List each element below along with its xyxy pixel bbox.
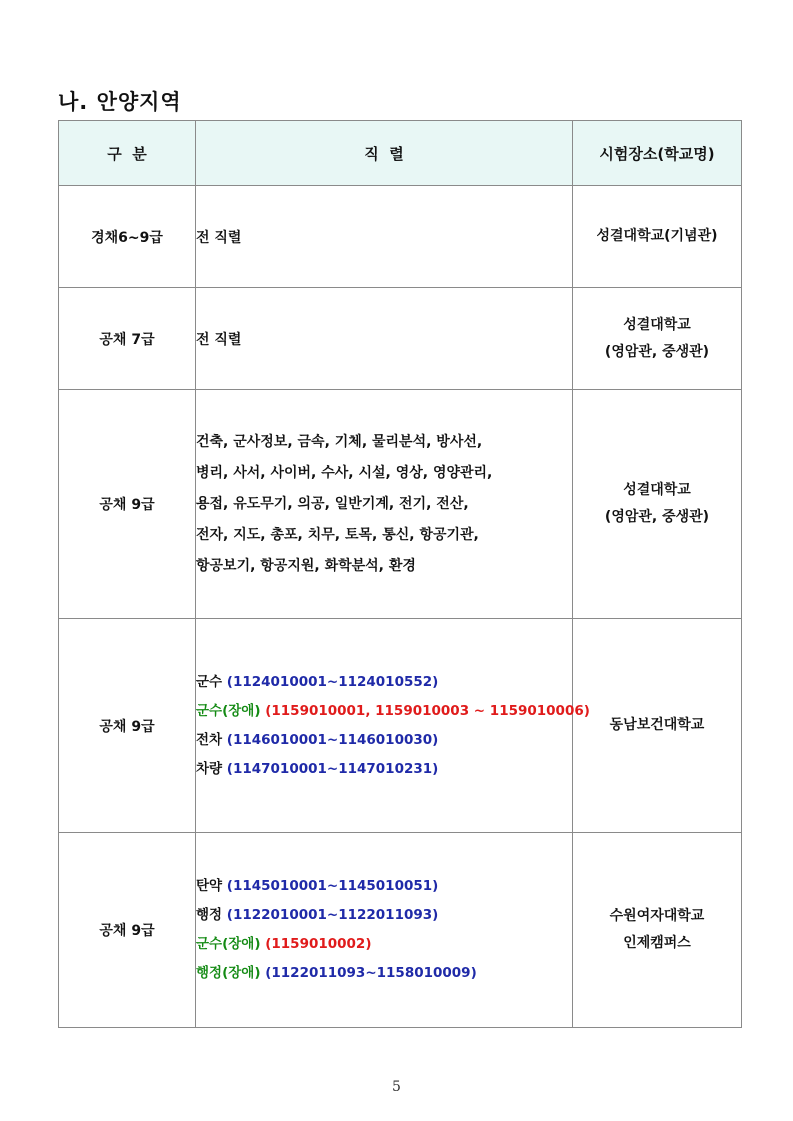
job-name: 행정(장애) <box>196 965 261 981</box>
job-entry <box>196 930 572 959</box>
category-cell: 경채6~9급 <box>59 186 196 288</box>
category-cell: 공채 9급 <box>59 833 196 1028</box>
job-cell <box>196 390 573 619</box>
location-cell <box>573 619 742 833</box>
exam-number-range: (1124010001~1124010552) <box>226 673 439 690</box>
location-line: (영암관, 중생관) <box>604 343 710 360</box>
section-title: 나. 안양지역 <box>58 90 182 114</box>
exam-number-range: (1159010002) <box>265 936 372 952</box>
job-name: 탄약 <box>196 878 223 894</box>
job-line: 항공보기, 항공지원, 화학분석, 환경 <box>196 557 416 574</box>
job-text: 전 직렬 <box>196 331 242 348</box>
job-entry <box>196 872 572 901</box>
location-line: 동남보건대학교 <box>609 717 705 733</box>
job-line: 전자, 지도, 총포, 치무, 토목, 통신, 항공기관, <box>196 526 479 543</box>
job-name: 전차 <box>196 731 223 748</box>
job-entry <box>196 726 572 755</box>
job-line: 용접, 유도무기, 의공, 일반기계, 전기, 전산, <box>196 495 469 512</box>
job-name: 차량 <box>196 760 223 777</box>
job-name: 군수(장애) <box>196 702 261 719</box>
header-job-series: 직 렬 <box>196 121 573 186</box>
table-row <box>59 619 742 833</box>
header-exam-location: 시험장소(학교명) <box>573 121 742 186</box>
location-line: 성결대학교 <box>623 482 691 498</box>
job-entry <box>196 697 590 726</box>
exam-number-range: (1147010001~1147010231) <box>226 760 439 777</box>
job-cell <box>196 833 573 1028</box>
exam-number-range: (1122010001~1122011093) <box>226 907 439 923</box>
job-cell <box>196 288 573 390</box>
job-entry <box>196 668 572 697</box>
job-line: 건축, 군사정보, 금속, 기체, 물리분석, 방사선, <box>196 433 483 450</box>
exam-number-range: (1122011093~1158010009) <box>265 965 477 981</box>
location-cell <box>573 390 742 619</box>
table-row <box>59 288 742 390</box>
job-name: 군수(장애) <box>196 936 261 952</box>
exam-location-table <box>58 120 742 1028</box>
table-header-row <box>59 121 742 186</box>
location-cell <box>573 186 742 288</box>
job-cell <box>196 619 590 833</box>
location-line: 인제캠퍼스 <box>623 935 691 951</box>
category-cell: 공채 9급 <box>59 390 196 619</box>
job-entry <box>196 901 572 930</box>
job-entry <box>196 755 572 784</box>
exam-number-range: (1159010001, 1159010003 ~ 1159010006) <box>265 702 590 719</box>
location-cell <box>573 833 742 1028</box>
exam-number-range: (1145010001~1145010051) <box>226 878 439 894</box>
job-name: 행정 <box>196 907 223 923</box>
location-line: 성결대학교(기념관) <box>596 228 718 244</box>
header-category: 구 분 <box>59 121 196 186</box>
location-line: 성결대학교 <box>623 316 691 333</box>
job-text: 전 직렬 <box>196 229 242 246</box>
table-row <box>59 186 742 288</box>
category-cell: 공채 7급 <box>59 288 196 390</box>
category-cell: 공채 9급 <box>59 619 196 833</box>
location-cell <box>573 288 742 390</box>
page-number: 5 <box>392 1079 401 1095</box>
job-entry <box>196 959 572 988</box>
table-row <box>59 390 742 619</box>
job-cell <box>196 186 573 288</box>
job-name: 군수 <box>196 673 223 690</box>
location-line: (영암관, 중생관) <box>604 509 710 525</box>
job-line: 병리, 사서, 사이버, 수사, 시설, 영상, 영양관리, <box>196 464 493 481</box>
table-row <box>59 833 742 1028</box>
exam-number-range: (1146010001~1146010030) <box>226 731 439 748</box>
location-line: 수원여자대학교 <box>609 908 705 924</box>
